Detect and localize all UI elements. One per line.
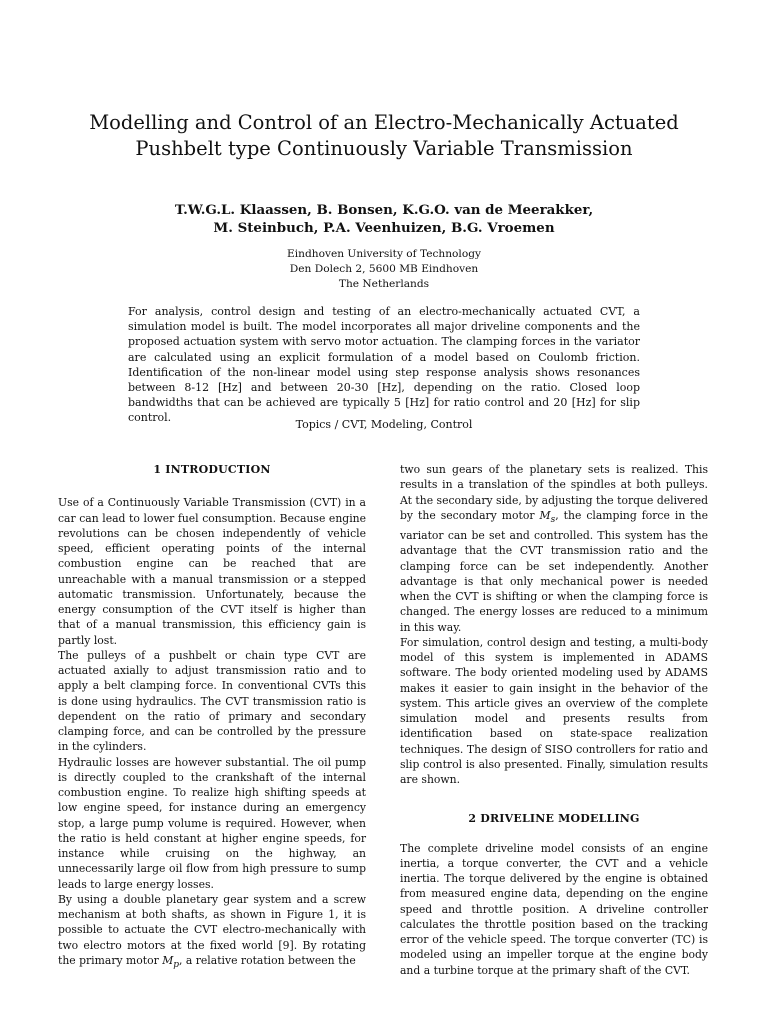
affiliation-line-1: Eindhoven University of Technology xyxy=(287,248,481,260)
authors-line-2: M. Steinbuch, P.A. Veenhuizen, B.G. Vroemen xyxy=(213,220,555,236)
driveline-paragraph-1: The complete driveline model consists of an engine inertia, a torque converter, the CVT and a vehicle inertia. The torque delivered by the engine is obtained from measured engine data, depending on the engine speed and throttle position. A driveline controller calculates the throttle position based on the tracking error of the vehicle speed. The torque converter (TC) is modeled using an impeller torque at the engine body and a turbine torque at the primary shaft of the CVT. xyxy=(400,841,708,977)
section-heading-introduction: 1 INTRODUCTION xyxy=(153,463,271,476)
abstract: For analysis, control design and testing of an electro-mechanically actuated CVT, a simulation model is built. The model incorporates all major driveline components and the proposed actuation system with servo motor actuation. The clamping forces in the variator are calculated using an explicit formulation of a model based on Coulomb friction. Identification of the non-linear model using step response analysis shows resonances between 8-12 [Hz] and between 20-30 [Hz], depending on the ratio. Closed loop bandwidths that can be achieved are typically 5 [Hz] for ratio control and 20 [Hz] for slip control. xyxy=(128,305,640,425)
affiliation-line-3: The Netherlands xyxy=(338,278,430,290)
subscript: p xyxy=(173,959,180,970)
intro-paragraph-4-text: By using a double planetary gear system and a screw mechanism at both shafts, as shown in Figure 1, it is possible to actuate the CVT electro-mechanically with two electro motors at the fixed world [9]. By rotating the primary motor xyxy=(58,892,366,967)
right-column xyxy=(400,462,708,978)
intro-continued-paragraph-1 xyxy=(400,462,708,635)
intro-paragraph-4 xyxy=(58,892,366,973)
subscript: s xyxy=(550,514,556,525)
affiliation-line-2: Den Dolech 2, 5600 MB Eindhoven xyxy=(289,263,479,275)
authors-line-1: T.W.G.L. Klaassen, B. Bonsen, K.G.O. van de Meerakker, xyxy=(174,202,594,218)
topics-line: Topics / CVT, Modeling, Control xyxy=(295,418,473,431)
primary-motor-symbol: $M_p$ xyxy=(162,953,180,970)
intro-continued-text: two sun gears of the planetary sets is realized. This results in a translation of the spindles at both pulleys. At the secondary side, by adjusting the torque delivered by the secondary motor xyxy=(400,463,708,522)
intro-paragraph-2: The pulleys of a pushbelt or chain type CVT are actuated axially to adjust transmission ratio and to apply a belt clamping force. In conventional CVTs this is done using hydraulics. The CVT transmission ratio is dependent on the ratio of primary and secondary clamping force, and can be controlled by the pressure in the cylinders. xyxy=(58,648,366,754)
intro-paragraph-1: Use of a Continuously Variable Transmission (CVT) in a car can lead to lower fuel consumption. Because engine revolutions can be chosen independently of vehicle speed, efficient operating points of the internal combustion engine can be reached that are unreachable with a manual transmission or a stepped automatic transmission. Unfortunately, because the energy consumption of the CVT itself is higher than that of a manual transmission, this efficiency gain is partly lost. xyxy=(58,496,366,647)
left-column xyxy=(58,462,366,973)
intro-continued-tail: , the clamping force in the variator can be set and controlled. This system has the advantage that the CVT transmission ratio and the clamping force can be set independently. Another advantage is that only mechanical power is needed when the CVT is shifting or when the clamping force is changed. The energy losses are reduced to a minimum in this way. xyxy=(400,508,708,634)
intro-paragraph-4-tail: , a relative rotation between the xyxy=(179,953,356,967)
section-heading-driveline: 2 DRIVELINE MODELLING xyxy=(468,812,640,826)
paper-title: Modelling and Control of an Electro-Mechanically Actuated Pushbelt type Continuously Variable Transmission xyxy=(89,111,679,160)
author-list xyxy=(80,201,688,237)
intro-continued-paragraph-2: For simulation, control design and testing, a multi-body model of this system is implemented in ADAMS software. The body oriented modeling used by ADAMS makes it easier to gain insight in the behavior of the system. This article gives an overview of the complete simulation model and presents results from identification based on state-space realization techniques. The design of SISO controllers for ratio and slip control is also presented. Finally, simulation results are shown. xyxy=(400,635,708,787)
secondary-motor-symbol: $M_s$ xyxy=(539,508,556,525)
affiliation xyxy=(80,247,688,292)
intro-paragraph-3: Hydraulic losses are however substantial. The oil pump is directly coupled to the crankshaft of the internal combustion engine. To realize high shifting speeds at low engine speed, for instance during an emergency stop, a large pump volume is required. However, when the ratio is held constant at higher engine speeds, for instance while cruising on the highway, an unnecessarily large oil flow from high pressure to sump leads to large energy losses. xyxy=(58,755,366,891)
